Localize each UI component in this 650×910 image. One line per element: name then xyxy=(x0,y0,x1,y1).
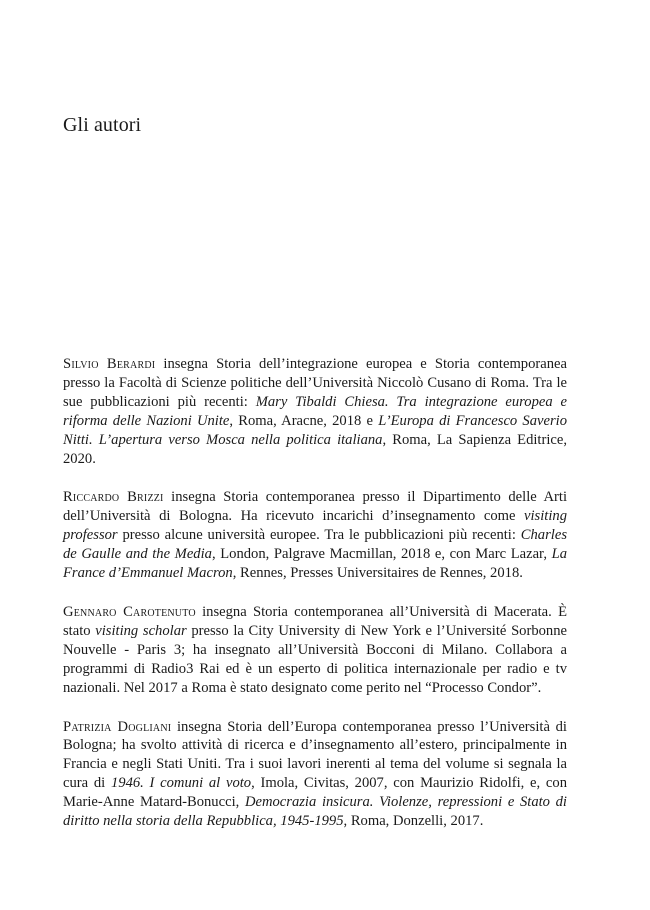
bio-text: insegna Storia contemporanea all’Università di Macerata. È stato xyxy=(63,603,568,639)
author-entry xyxy=(63,718,567,831)
bio-text: , Imola, Civitas, 2007, con Maurizio Ridolfi, e, con Marie-Anne Matard-Bonucci, xyxy=(63,775,568,811)
bio-italic-text: L’Europa di Francesco Saverio Nitti. L’apertura verso Mosca nella politica italiana xyxy=(63,412,567,448)
bio-text: , Rennes, Presses Universitaires de Rennes, 2018. xyxy=(232,565,523,582)
bio-text: , Roma, La Sapienza Editrice, 2020. xyxy=(63,431,567,467)
bio-italic-text: 1946. I comuni al voto xyxy=(110,775,252,792)
bio-italic-text: Democrazia insicura. Violenze, repressioni e Stato di diritto nella storia della Repubblica, 1945-1995 xyxy=(63,794,567,830)
author-name: Silvio Berardi xyxy=(63,356,156,372)
bio-text: , London, Palgrave Macmillan, 2018 e, con Marc Lazar, xyxy=(211,546,552,563)
bio-italic-text: Charles de Gaulle and the Media xyxy=(63,527,567,563)
bio-text: presso alcune università europee. Tra le pubblicazioni più recenti: xyxy=(117,527,521,544)
bio-italic-text: Mary Tibaldi Chiesa. Tra integrazione europea e riforma delle Nazioni Unite xyxy=(63,393,567,429)
author-name: Gennaro Carotenuto xyxy=(63,603,196,620)
bio-text: , Roma, Aracne, 2018 e xyxy=(229,412,379,429)
bio-italic-text: visiting scholar xyxy=(95,622,187,639)
author-name: Riccardo Brizzi xyxy=(63,489,164,506)
bio-italic-text: La France d’Emmanuel Macron xyxy=(63,546,568,582)
bio-text: insegna Storia dell’integrazione europea e Storia contemporanea presso la Facoltà di Scienze politiche dell’Università Niccolò Cusano di Roma. Tra le sue pubblicazioni più recenti: xyxy=(63,356,567,410)
author-entry xyxy=(63,355,567,468)
author-entries xyxy=(63,355,567,851)
author-bio xyxy=(63,356,567,467)
author-name: Patrizia Dogliani xyxy=(63,718,172,735)
author-bio xyxy=(63,719,567,830)
author-entry xyxy=(63,488,567,583)
bio-text: insegna Storia contemporanea presso il Dipartimento delle Arti dell’Università di Bologna. Ha ricevuto incarichi d’insegnamento come xyxy=(63,489,567,525)
page-title: Gli autori xyxy=(63,114,142,136)
bio-text: presso la City University di New York e l’Université Sorbonne Nouvelle - Paris 3; ha insegnato all’Università Bocconi di Milano. Collabora a programmi di Radio3 Rai ed è un esperto di politica internazionale per radio e tv nazionali. Nel 2017 a Roma è stato designato come perito nel “Processo Condor”. xyxy=(63,622,568,696)
bio-italic-text: visiting professor xyxy=(63,508,567,544)
bio-text: insegna Storia dell’Europa contemporanea presso l’Università di Bologna; ha svolto attività di ricerca e d’insegnamento all’estero, principalmente in Francia e negli Stati Uniti. Tra i suoi lavori inerenti al tema del volume si segnala la cura di xyxy=(63,718,567,792)
author-entry xyxy=(63,603,567,698)
bio-text: , Roma, Donzelli, 2017. xyxy=(343,813,484,830)
